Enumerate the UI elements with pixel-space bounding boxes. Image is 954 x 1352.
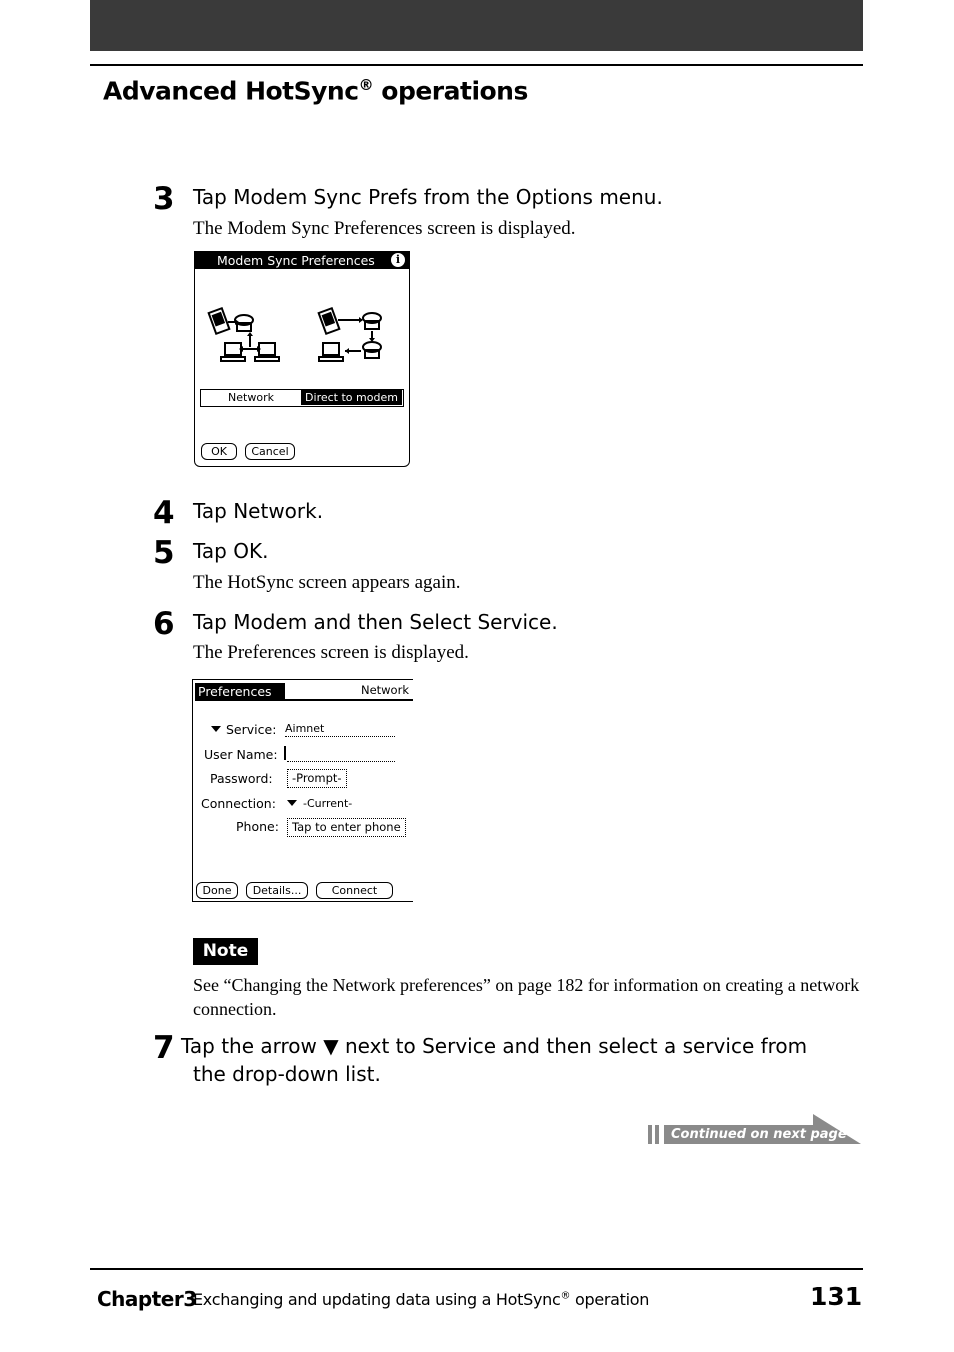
chapter-title: Exchanging and updating data using a HotSync® operation xyxy=(193,1290,650,1309)
service-dropdown-arrow-icon[interactable] xyxy=(211,726,221,732)
details-button[interactable]: Details... xyxy=(246,882,308,899)
cancel-button[interactable]: Cancel xyxy=(245,443,295,460)
step-text: Tap Modem and then Select Service. xyxy=(193,610,558,634)
step-text-line2: the drop-down list. xyxy=(193,1062,381,1086)
title-rule xyxy=(195,699,413,701)
connection-dropdown-arrow-icon[interactable] xyxy=(287,800,297,806)
step-description: The HotSync screen appears again. xyxy=(193,572,461,593)
step-text-line1: Tap the arrow ▼ next to Service and then select a service from xyxy=(181,1034,808,1058)
header-bar xyxy=(90,0,863,51)
step-text: Tap OK. xyxy=(193,539,269,563)
note-badge: Note xyxy=(193,938,258,965)
direct-to-modem-option[interactable]: Direct to modem xyxy=(301,390,402,405)
direct-modem-illustration-icon xyxy=(317,307,397,369)
text-cursor xyxy=(284,746,286,760)
header-rule xyxy=(90,64,863,66)
step-number: 4 xyxy=(153,495,175,531)
username-label: User Name: xyxy=(204,747,278,762)
section-title: Advanced HotSync® operations xyxy=(103,76,528,106)
step-number: 7 xyxy=(153,1030,175,1066)
step-text: Tap Modem Sync Prefs from the Options menu. xyxy=(193,185,663,209)
step-number: 3 xyxy=(153,181,175,217)
chapter-label: Chapter3 xyxy=(97,1287,197,1311)
preferences-screen xyxy=(192,679,413,902)
connection-label: Connection: xyxy=(201,796,276,811)
connect-button[interactable]: Connect xyxy=(316,882,393,899)
service-value[interactable]: Aimnet xyxy=(285,722,325,735)
continued-label: Continued on next page xyxy=(671,1127,847,1142)
password-label: Password: xyxy=(210,771,273,786)
sync-type-selector xyxy=(200,389,404,407)
ok-button[interactable]: OK xyxy=(201,443,237,460)
screen-title: Preferences xyxy=(195,683,285,700)
info-icon[interactable]: i xyxy=(391,253,405,267)
password-field[interactable]: -Prompt- xyxy=(287,769,347,788)
step-description: The Preferences screen is displayed. xyxy=(193,642,469,663)
modem-sync-preferences-screen xyxy=(194,251,410,467)
service-label: Service: xyxy=(226,722,277,737)
step-description: The Modem Sync Preferences screen is displayed. xyxy=(193,218,576,239)
service-underline xyxy=(285,736,395,737)
phone-label: Phone: xyxy=(236,819,279,834)
network-option[interactable]: Network xyxy=(228,391,274,404)
footer-rule xyxy=(90,1268,863,1270)
step-number: 5 xyxy=(153,535,175,571)
phone-field[interactable]: Tap to enter phone xyxy=(287,818,406,837)
screen-title: Modem Sync Preferences xyxy=(195,252,409,269)
screen-titlebar xyxy=(195,252,409,269)
done-button[interactable]: Done xyxy=(196,882,238,899)
page-number: 131 xyxy=(810,1282,863,1311)
connection-value[interactable]: -Current- xyxy=(303,797,353,810)
continued-indicator xyxy=(648,1113,861,1145)
category-label[interactable]: Network xyxy=(360,683,409,697)
username-field[interactable] xyxy=(287,761,395,762)
note-text: See “Changing the Network preferences” on page 182 for information on creating a network connection. xyxy=(193,975,860,1019)
step-number: 6 xyxy=(153,606,175,642)
step-text: Tap Network. xyxy=(193,499,324,523)
screen-frame xyxy=(192,679,413,902)
network-sync-illustration-icon xyxy=(207,307,287,369)
